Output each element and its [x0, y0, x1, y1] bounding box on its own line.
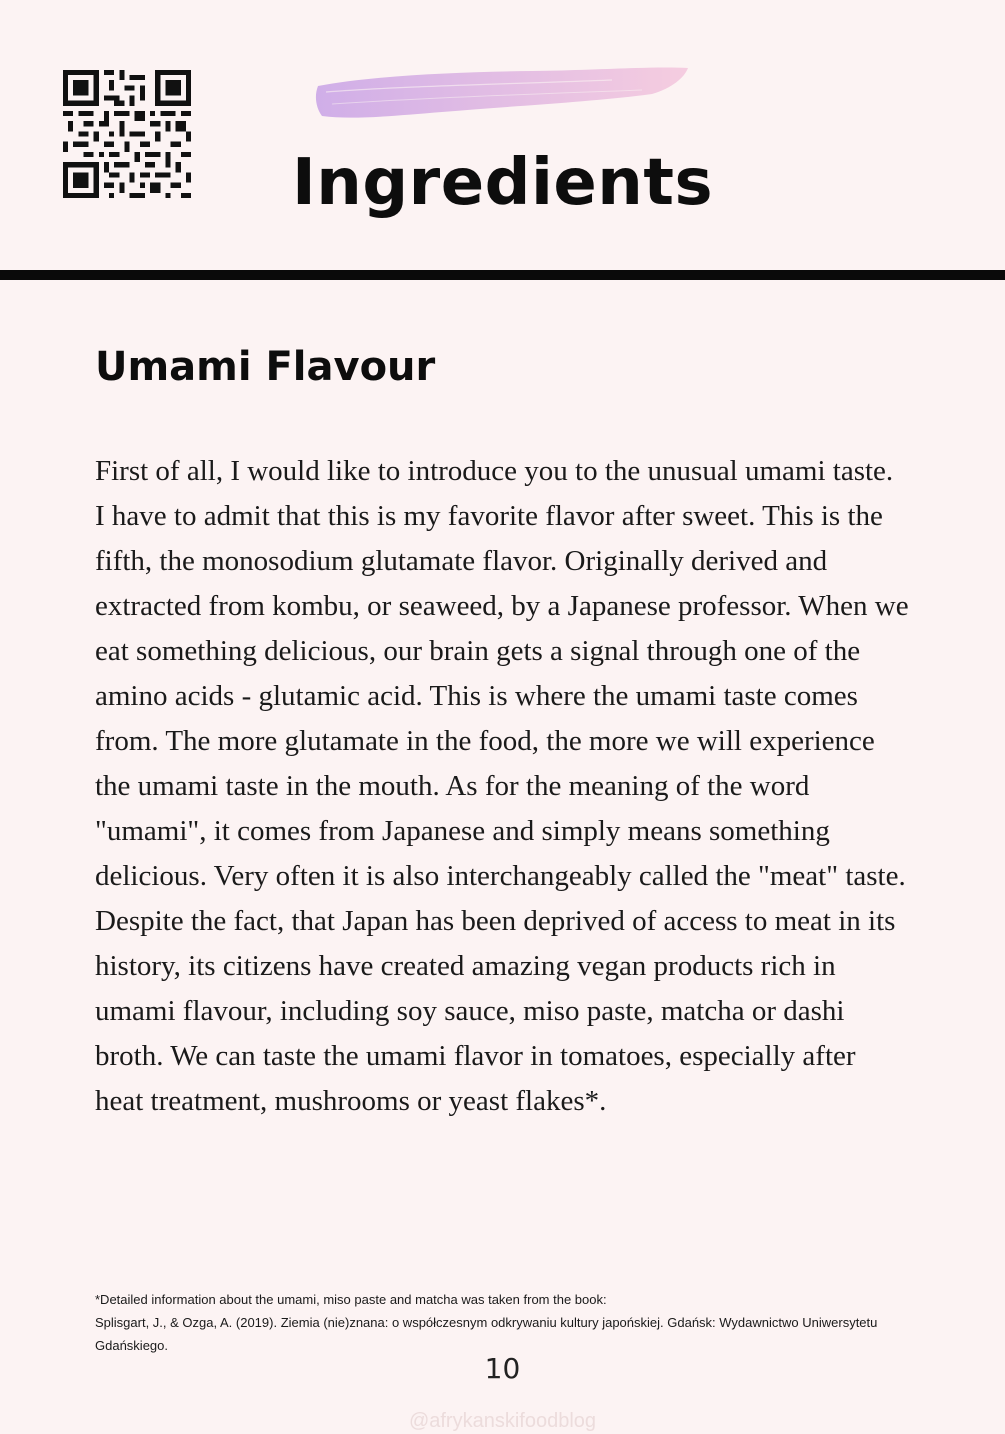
footnote-line-1: *Detailed information about the umami, miso paste and matcha was taken from the book:: [95, 1292, 607, 1307]
watermark: @afrykanskifoodblog: [408, 1410, 597, 1432]
section-body: First of all, I would like to introduce you to the unusual umami taste. I have to admit that this is my favorite flavor after sweet. This is the fifth, the monosodium glutamate flavor. Originally derived and extracted from kombu, or seaweed, by a Japanese professor. When we eat something delicious, our brain gets a signal through one of the amino acids - glutamic acid. This is where the umami taste comes from. The more glutamate in the food, the more we will experience the umami taste in the mouth. As for the meaning of the word "umami", it comes from Japanese and simply means something delicious. Very often it is also interchangeably called the "meat" taste. Despite the fact, that Japan has been deprived of access to meat in its history, its citizens have created amazing vegan products rich in umami flavour, including soy sauce, miso paste, matcha or dashi broth. We can taste the umami flavor in tomatoes, especially after heat treatment, mushrooms or yeast flakes*.: [95, 455, 909, 1117]
brush-stroke-decoration: [312, 62, 692, 124]
page-number: 10: [484, 1352, 521, 1385]
footnote: [95, 1288, 915, 1357]
header-divider: [0, 270, 1005, 280]
page-title: Ingredients: [291, 146, 714, 220]
section-title: Umami Flavour: [95, 344, 436, 390]
footnote-line-2: Splisgart, J., & Ozga, A. (2019). Ziemia (nie)znana: o współczesnym odkrywaniu kultury japońskiej. Gdańsk: Wydawnictwo Uniwersytetu Gdańskiego.: [95, 1315, 878, 1353]
